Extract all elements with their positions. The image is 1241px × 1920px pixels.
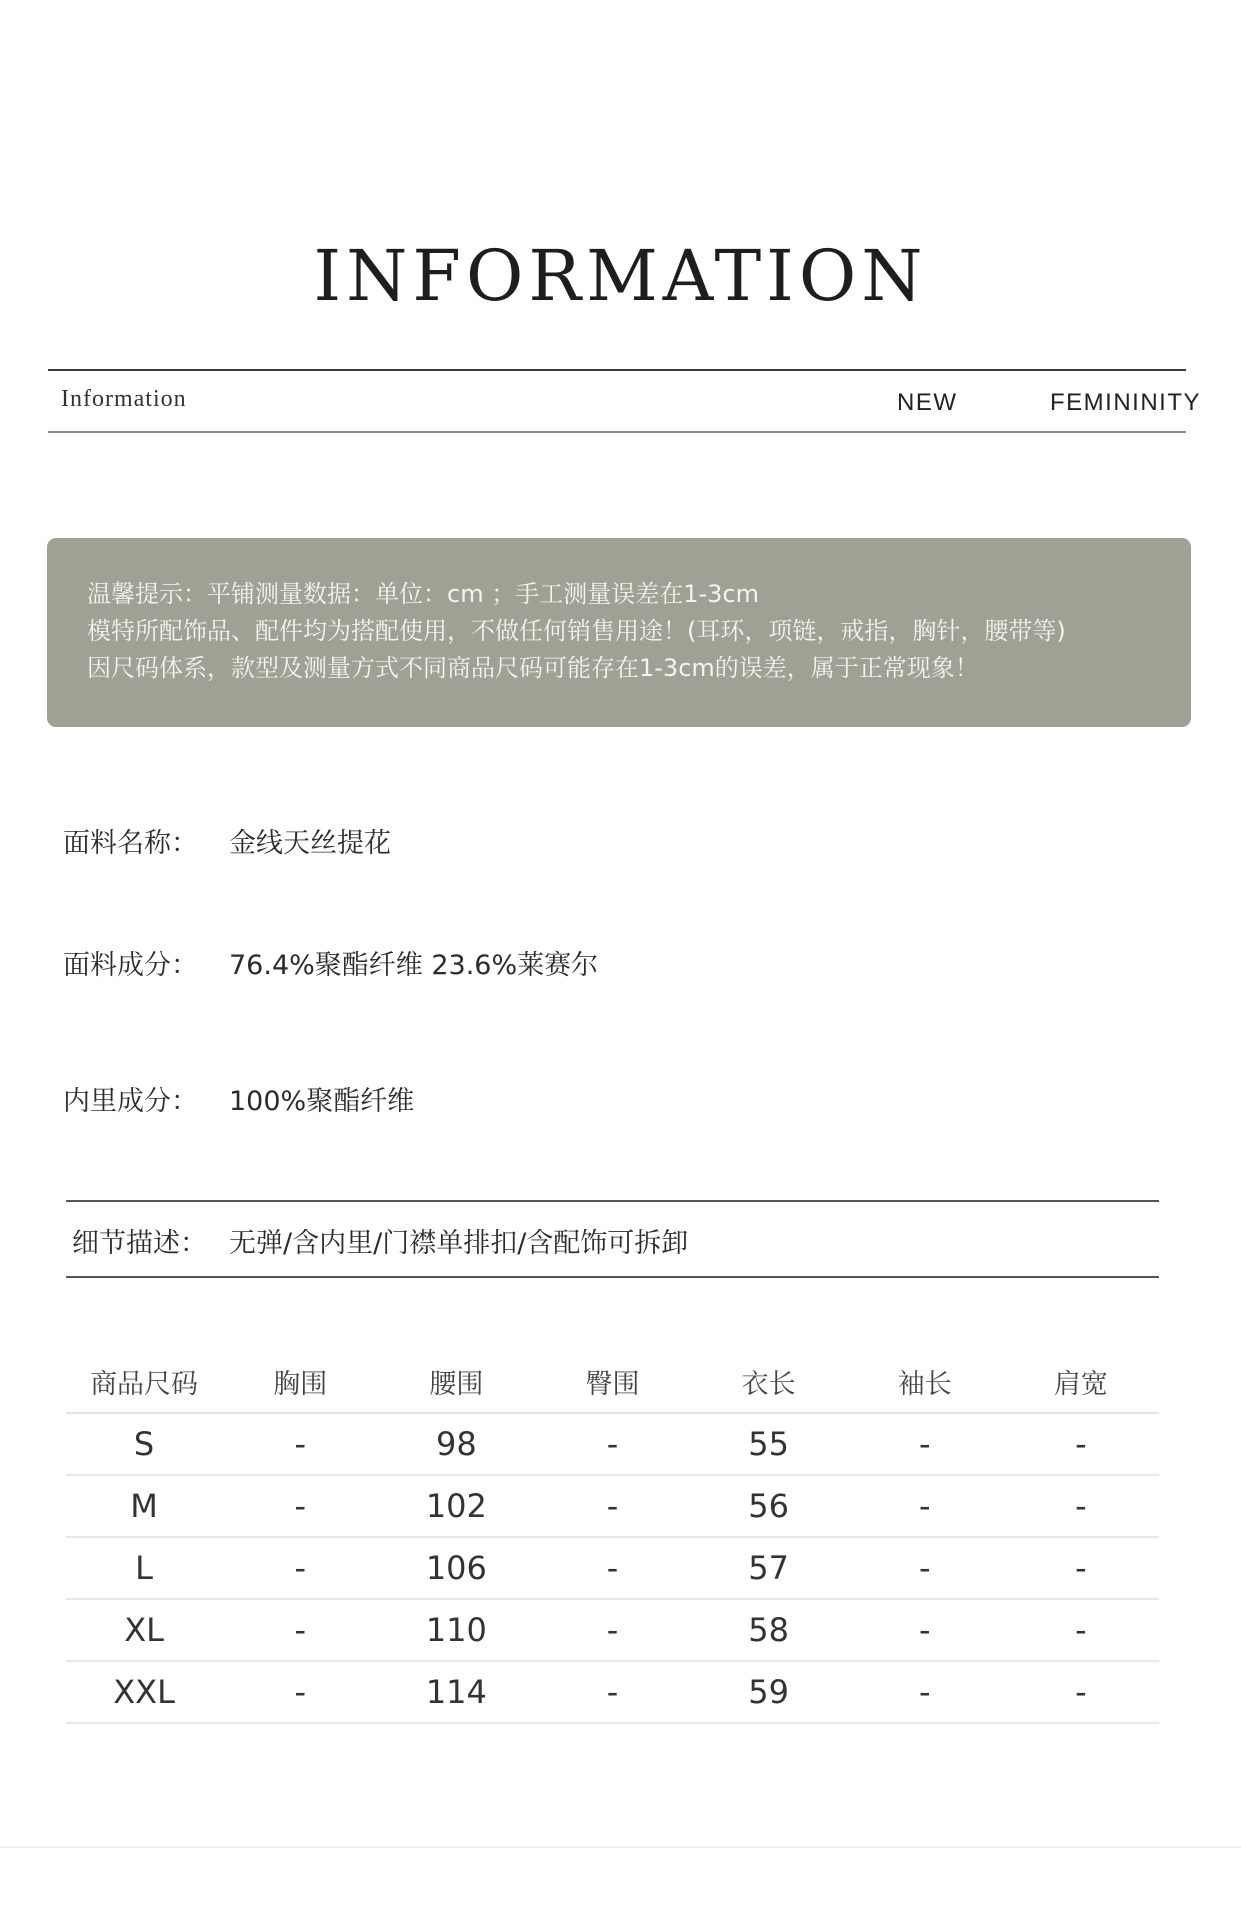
notice-line: 因尺码体系，款型及测量方式不同商品尺码可能存在1-3cm的误差，属于正常现象！ xyxy=(87,654,979,682)
table-cell: - xyxy=(222,1475,378,1537)
table-cell: - xyxy=(1003,1413,1159,1475)
size-table-header-row xyxy=(66,1350,1159,1413)
page-title: INFORMATION xyxy=(313,235,928,317)
table-cell: 98 xyxy=(378,1413,534,1475)
table-cell: - xyxy=(534,1599,690,1661)
table-cell: - xyxy=(534,1413,690,1475)
detail-top-divider xyxy=(66,1200,1159,1202)
table-row xyxy=(66,1599,1159,1661)
table-cell: - xyxy=(847,1599,1003,1661)
table-cell: - xyxy=(847,1475,1003,1537)
table-cell: 57 xyxy=(691,1537,847,1599)
table-cell: 114 xyxy=(378,1661,534,1723)
table-cell: M xyxy=(66,1475,222,1537)
table-cell: 56 xyxy=(691,1475,847,1537)
header-waist: 腰围 xyxy=(378,1350,534,1413)
table-cell: - xyxy=(1003,1599,1159,1661)
table-cell: - xyxy=(534,1537,690,1599)
fabric-name-label: 面料名称： xyxy=(63,828,198,859)
table-cell: 106 xyxy=(378,1537,534,1599)
detail-description-label: 细节描述： xyxy=(72,1228,207,1259)
notice-line: 模特所配饰品、配件均为搭配使用，不做任何销售用途！(耳环，项链，戒指，胸针，腰带等) xyxy=(87,617,1066,645)
header-shoulder: 肩宽 xyxy=(1003,1350,1159,1413)
fabric-composition-label: 面料成分： xyxy=(63,950,198,981)
lining-composition-label: 内里成分： xyxy=(63,1086,198,1117)
table-cell: - xyxy=(1003,1661,1159,1723)
table-cell: 58 xyxy=(691,1599,847,1661)
detail-description-value: 无弹/含内里/门襟单排扣/含配饰可拆卸 xyxy=(229,1228,689,1259)
detail-bottom-divider xyxy=(66,1276,1159,1278)
table-cell: XL xyxy=(66,1599,222,1661)
header-length: 衣长 xyxy=(691,1350,847,1413)
table-cell: - xyxy=(222,1413,378,1475)
table-cell: 102 xyxy=(378,1475,534,1537)
table-cell: - xyxy=(847,1537,1003,1599)
table-cell: - xyxy=(222,1661,378,1723)
table-cell: S xyxy=(66,1413,222,1475)
table-cell: - xyxy=(847,1661,1003,1723)
header-hip: 臀围 xyxy=(534,1350,690,1413)
lining-composition-value: 100%聚酯纤维 xyxy=(229,1086,415,1117)
notice-line: 温馨提示：平铺测量数据：单位：cm ；手工测量误差在1-3cm xyxy=(87,580,759,608)
header-sleeve: 袖长 xyxy=(847,1350,1003,1413)
header-femininity-label: FEMININITY xyxy=(1050,389,1201,416)
fabric-name-row xyxy=(63,821,391,860)
table-cell: - xyxy=(222,1599,378,1661)
lining-composition-row xyxy=(63,1079,414,1118)
table-cell: - xyxy=(1003,1537,1159,1599)
header-size: 商品尺码 xyxy=(66,1350,222,1413)
fabric-composition-row xyxy=(63,943,598,982)
fabric-name-value: 金线天丝提花 xyxy=(229,828,391,859)
table-row xyxy=(66,1537,1159,1599)
table-row xyxy=(66,1413,1159,1475)
header-bottom-divider xyxy=(48,431,1186,433)
size-table xyxy=(66,1350,1159,1724)
header-new-label: NEW xyxy=(897,389,958,416)
table-cell: - xyxy=(1003,1475,1159,1537)
header-information-label: Information xyxy=(61,386,187,412)
table-cell: - xyxy=(534,1661,690,1723)
table-row xyxy=(66,1475,1159,1537)
detail-description-row xyxy=(72,1221,688,1260)
fabric-composition-value: 76.4%聚酯纤维 23.6%莱赛尔 xyxy=(229,950,599,981)
table-cell: L xyxy=(66,1537,222,1599)
table-cell: XXL xyxy=(66,1661,222,1723)
table-cell: - xyxy=(222,1537,378,1599)
table-cell: 110 xyxy=(378,1599,534,1661)
table-row xyxy=(66,1661,1159,1723)
table-cell: - xyxy=(534,1475,690,1537)
table-cell: - xyxy=(847,1413,1003,1475)
notice-box xyxy=(47,538,1191,727)
footer-divider xyxy=(0,1846,1241,1848)
table-cell: 59 xyxy=(691,1661,847,1723)
table-cell: 55 xyxy=(691,1413,847,1475)
header-top-divider xyxy=(48,369,1186,371)
header-chest: 胸围 xyxy=(222,1350,378,1413)
